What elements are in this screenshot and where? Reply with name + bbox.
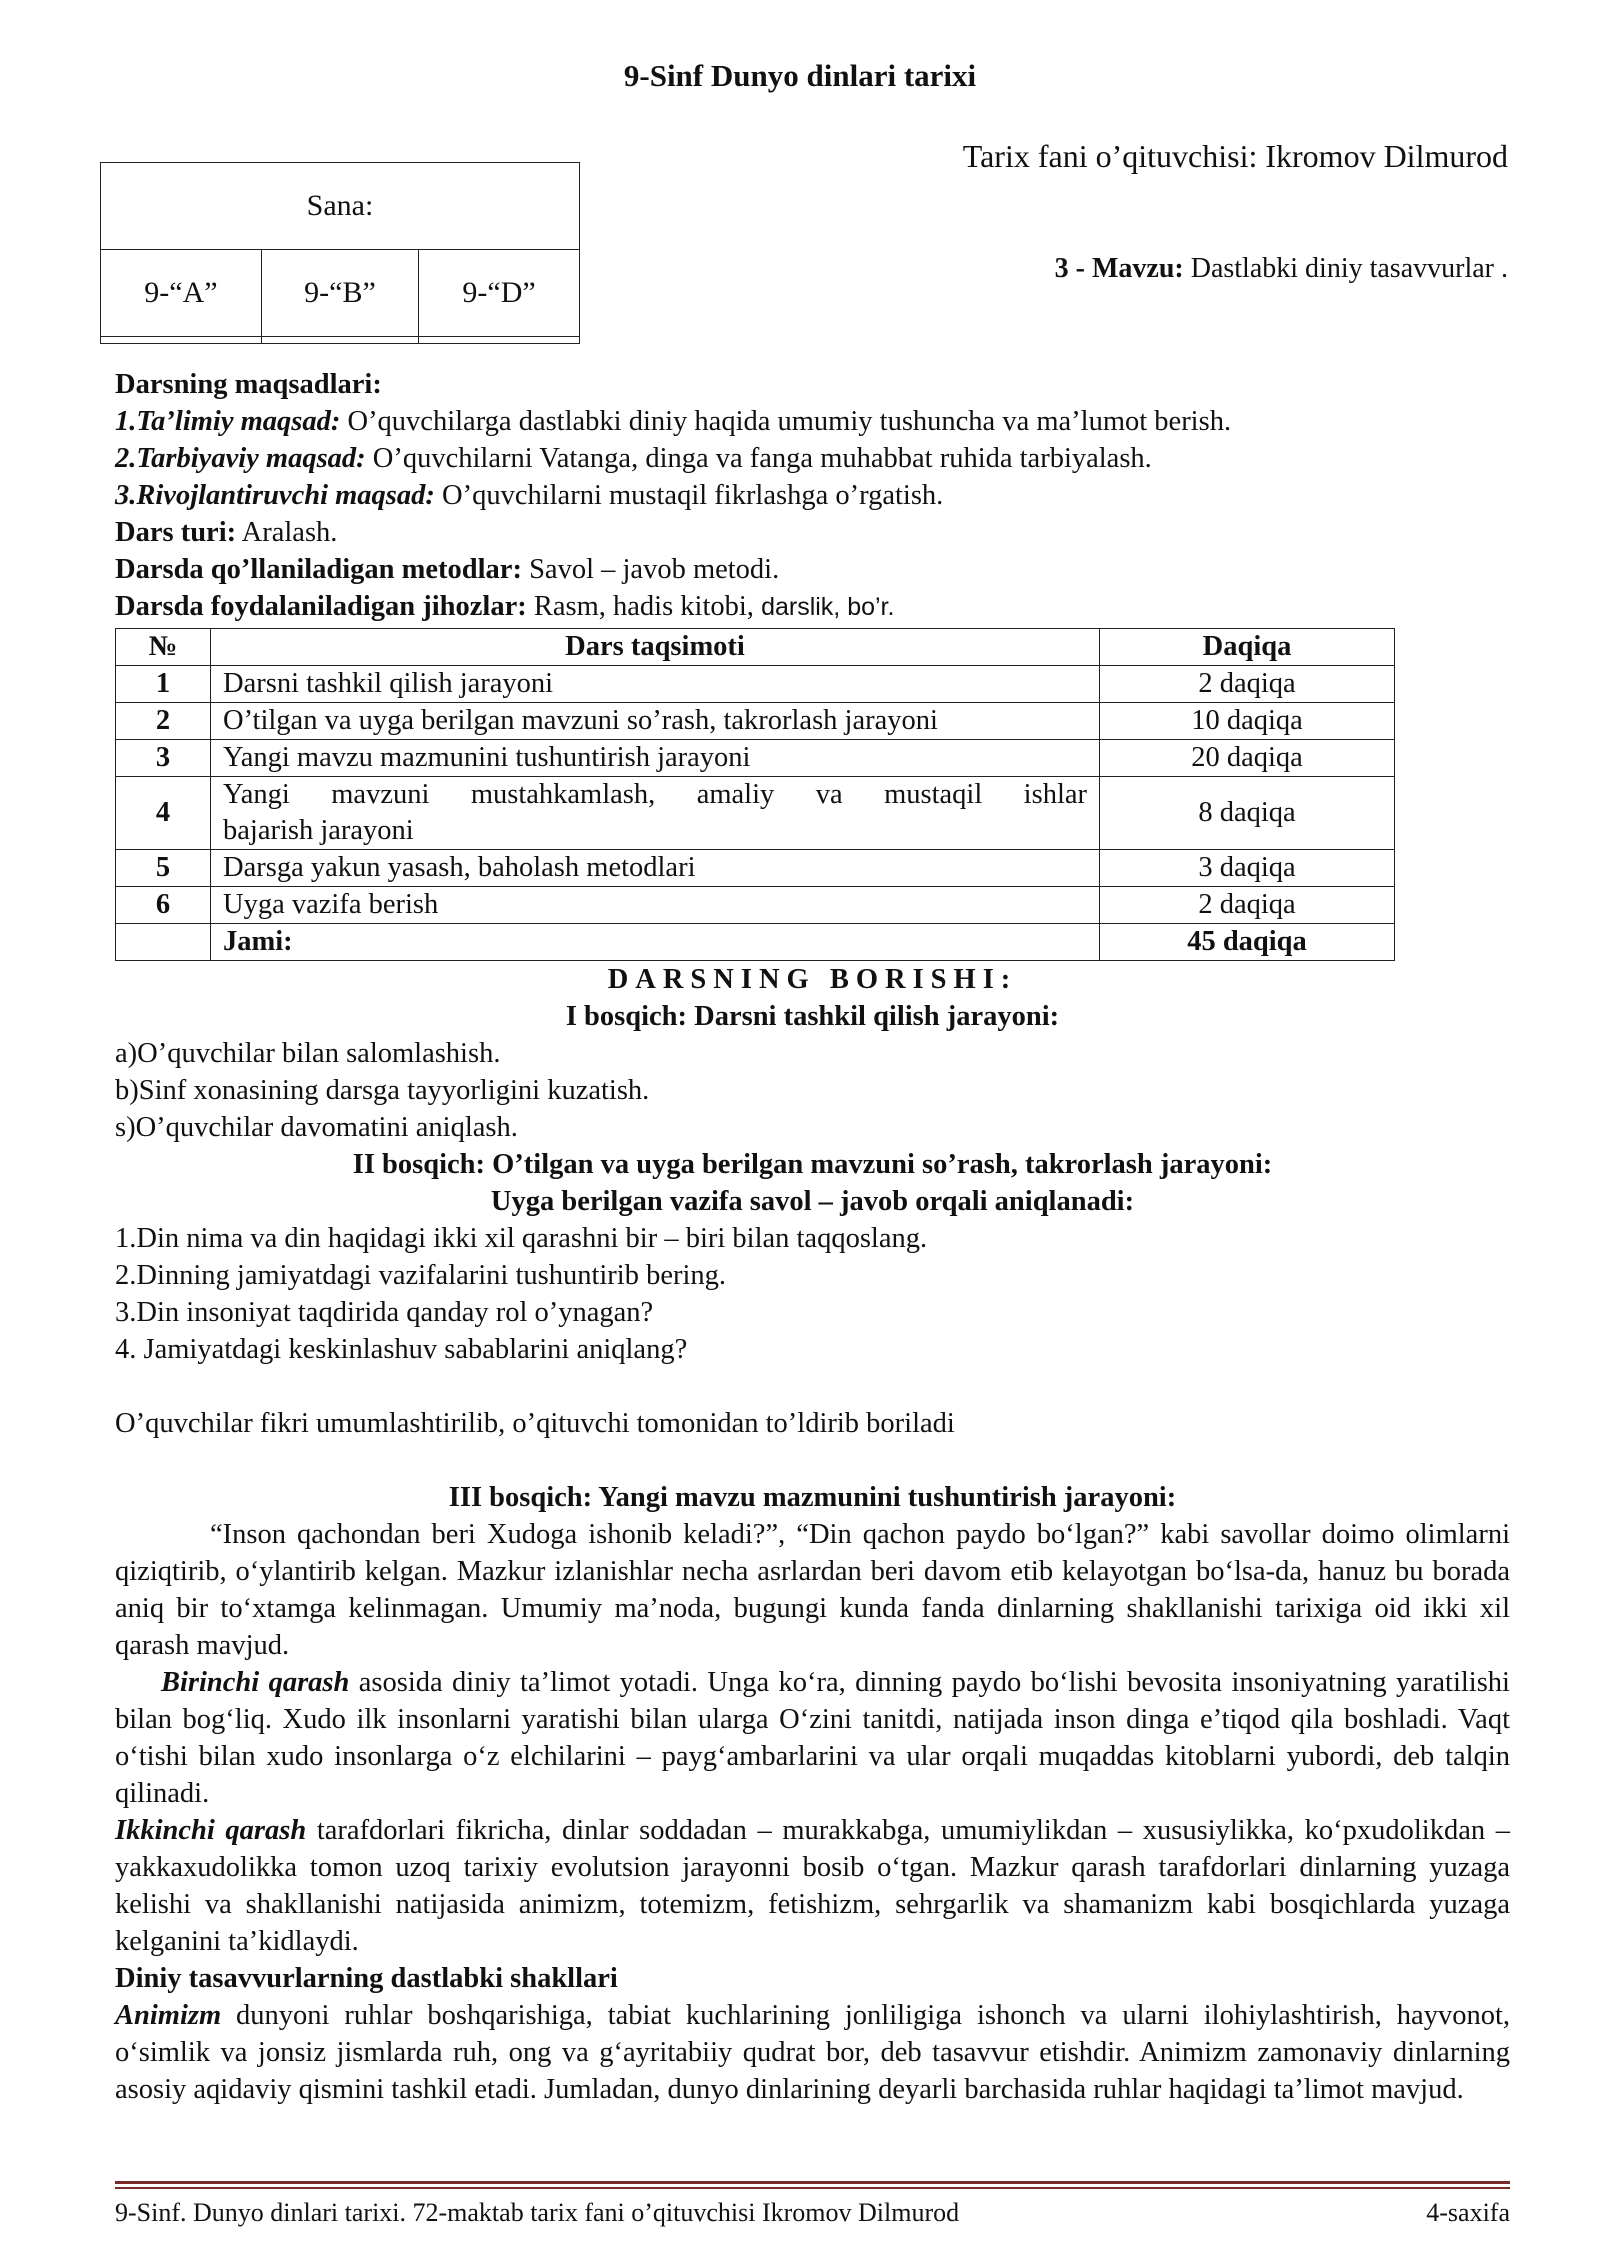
goal-1-text: O’quvchilarga dastlabki diniy haqida umumiy tushuncha va ma’lumot berish. [340, 406, 1232, 437]
class-d-cell: 9-“D” [419, 249, 580, 336]
progress-heading: DARSNING BORISHI: [607, 964, 1018, 995]
stage-1-heading: I bosqich: Darsni tashkil qilish jarayoni: [565, 1001, 1060, 1032]
date-table [100, 162, 580, 344]
topic-text: Dastlabki diniy tasavvurlar . [1183, 253, 1508, 284]
spacer [115, 1368, 1510, 1405]
question-item: 4. Jamiyatdagi keskinlashuv sabablarini aniqlang? [115, 1334, 688, 1365]
row-number: 4 [116, 777, 211, 850]
class-b-cell: 9-“B” [261, 249, 418, 336]
row-step: Yangi mavzu mazmunini tushuntirish jarayoni [211, 740, 1100, 777]
row-minutes: 2 daqiqa [1100, 887, 1395, 924]
row-number: 6 [116, 887, 211, 924]
page-footer [115, 2198, 1510, 2228]
lesson-type-label: Dars turi: [115, 517, 237, 548]
date-a-cell [101, 336, 262, 343]
date-heading: Sana: [101, 163, 580, 250]
table-total-row [116, 924, 1395, 961]
question-item: 1.Din nima va din haqidagi ikki xil qarashni bir – biri bilan taqqoslang. [115, 1223, 928, 1254]
goal-3 [115, 477, 1510, 514]
row-minutes: 10 daqiqa [1100, 703, 1395, 740]
row-number: 2 [116, 703, 211, 740]
main-content [115, 366, 1510, 2108]
goal-3-label: 3.Rivojlantiruvchi maqsad: [115, 480, 435, 511]
lesson-methods-label: Darsda qo’llaniladigan metodlar: [115, 554, 522, 585]
paragraph-2-label: Birinchi qarash [161, 1667, 350, 1698]
spacer [115, 1442, 1510, 1479]
table-row [116, 703, 1395, 740]
col-step-header: Dars taqsimoti [211, 629, 1100, 666]
paragraph-4-text: dunyoni ruhlar boshqarishiga, tabiat kuchlarining jonliligiga ishonch va ularni ilohiylashtirish, hayvonot, o‘simlik va jonsiz jismlarda ruh, ong va g‘ayritabiiy qudrat bor, deb tasavvur etishdir. Animizm zamonaviy dinlarning asosiy aqidaviy qismini tashkil etadi. Jumladan, dunyo dinlarining deyarli barchasida ruhlar haqidagi ta’limot mavjud. [115, 2000, 1510, 2105]
row-step-line-1: Yangi mavzuni mustahkamlash, amaliy va mustaqil ishlar [223, 779, 1087, 810]
table-row [116, 887, 1395, 924]
row-step: Darsga yakun yasash, baholash metodlari [211, 850, 1100, 887]
lesson-type-text: Aralash. [236, 517, 338, 548]
stage-1-item: s)O’quvchilar davomatini aniqlash. [115, 1112, 518, 1143]
total-empty-cell [116, 924, 211, 961]
stage-2-subheading: Uyga berilgan vazifa savol – javob orqali aniqlanadi: [490, 1186, 1135, 1217]
class-a-cell: 9-“A” [101, 249, 262, 336]
goals-heading: Darsning maqsadlari: [115, 369, 382, 400]
row-step [211, 777, 1100, 850]
page-number: 4-saxifa [1426, 2198, 1510, 2227]
paragraph-3-label: Ikkinchi qarash [115, 1815, 307, 1846]
goal-1-label: 1.Ta’limiy maqsad: [115, 406, 341, 437]
paragraph-2-text: asosida diniy ta’limot yotadi. Unga ko‘ra, dinning paydo bo‘lishi bevosita insoniyatning yaratilishi bilan bog‘liq. Xudo ilk insonlarni yaratishi bilan ularga O‘zini tanitdi, natijada inson dinga e’tiqod qila boshladi. Vaqt o‘tishi bilan xudo insonlarga o‘z elchilarini – payg‘ambarlarini va ular orqali muqaddas kitoblarni yubordi, deb talqin qilinadi. [115, 1667, 1510, 1809]
goal-3-text: O’quvchilarni mustaqil fikrlashga o’rgatish. [434, 480, 944, 511]
paragraph-1: “Inson qachondan beri Xudoga ishonib keladi?”, “Din qachon paydo bo‘lgan?” kabi savollar doimo olimlarni qiziqtirib, o‘ylantirib kelgan. Mazkur izlanishlar necha asrlardan beri davom etib kelayotgan bo‘lsa-da, hanuz bu borada aniq bir to‘xtamga kelinmagan. Umumiy ma’noda, bugungi kunda fanda dinlarning shakllanishi tarixiga oid ikki xil qarash mavjud. [115, 1519, 1510, 1661]
goal-2-text: O’quvchilarni Vatanga, dinga va fanga muhabbat ruhida tarbiyalash. [365, 443, 1152, 474]
table-row [116, 666, 1395, 703]
total-label: Jami: [211, 924, 1100, 961]
table-row [116, 777, 1395, 850]
row-step: Uyga vazifa berish [211, 887, 1100, 924]
teacher-line: Tarix fani o’qituvchisi: Ikromov Dilmurod [962, 138, 1508, 174]
topic-line [1055, 253, 1508, 285]
paragraph-3-text: tarafdorlari fikricha, dinlar soddadan – murakkabga, umumiylikdan – xususiylikka, ko‘pxudolikdan – yakkaxudolikka tomon uzoq tarixiy evolutsion jarayonni bosib o‘tgan. Mazkur qarash tarafdorlari dinlarning yuzaga kelishi va shakllanishi natijasida animizm, totemizm, fetishizm, sehrgarlik va shamanizm kabi bosqichlarda yuzaga kelganini ta’kidlaydi. [115, 1815, 1510, 1957]
section-heading: Diniy tasavvurlarning dastlabki shakllari [115, 1963, 618, 1994]
summary-line: O’quvchilar fikri umumlashtirilib, o’qituvchi tomonidan to’ldirib boriladi [115, 1408, 955, 1439]
topic-label: 3 - Mavzu: [1054, 253, 1184, 284]
row-number: 1 [116, 666, 211, 703]
paragraph-4 [115, 1997, 1510, 2108]
row-minutes: 20 daqiqa [1100, 740, 1395, 777]
question-item: 2.Dinning jamiyatdagi vazifalarini tushuntirib bering. [115, 1260, 727, 1291]
footer-rule-bottom [115, 2187, 1510, 2189]
row-minutes: 8 daqiqa [1100, 777, 1395, 850]
paragraph-4-label: Animizm [115, 2000, 222, 2031]
lesson-type [115, 514, 1510, 551]
col-minutes-header: Daqiqa [1100, 629, 1395, 666]
goal-2 [115, 440, 1510, 477]
row-minutes: 3 daqiqa [1100, 850, 1395, 887]
row-step: O’tilgan va uyga berilgan mavzuni so’rash, takrorlash jarayoni [211, 703, 1100, 740]
stage-1-item: b)Sinf xonasining darsga tayyorligini kuzatish. [115, 1075, 650, 1106]
table-row [116, 850, 1395, 887]
question-item: 3.Din insoniyat taqdirida qanday rol o’ynagan? [115, 1297, 654, 1328]
footer-rule-top [115, 2181, 1510, 2184]
goal-2-label: 2.Tarbiyaviy maqsad: [115, 443, 366, 474]
total-value: 45 daqiqa [1100, 924, 1395, 961]
row-step: Darsni tashkil qilish jarayoni [211, 666, 1100, 703]
paragraph-3 [115, 1812, 1510, 1960]
date-b-cell [261, 336, 418, 343]
stage-3-heading: III bosqich: Yangi mavzu mazmunini tushuntirish jarayoni: [448, 1482, 1177, 1513]
footer-left-text: 9-Sinf. Dunyo dinlari tarixi. 72-maktab tarix fani o’qituvchisi Ikromov Dilmurod [115, 2198, 960, 2227]
date-d-cell [419, 336, 580, 343]
table-header-row [116, 629, 1395, 666]
stage-2-heading: II bosqich: O’tilgan va uyga berilgan mavzuni so’rash, takrorlash jarayoni: [352, 1149, 1273, 1180]
lesson-methods [115, 551, 1510, 588]
table-row [116, 740, 1395, 777]
row-step-line-2: bajarish jarayoni [223, 815, 414, 846]
col-number-header: № [116, 629, 211, 666]
row-number: 3 [116, 740, 211, 777]
row-minutes: 2 daqiqa [1100, 666, 1395, 703]
lesson-methods-text: Savol – javob metodi. [521, 554, 780, 585]
lesson-equipment [115, 588, 1510, 626]
lesson-equipment-text-2: darslik, bo’r. [761, 593, 895, 621]
document-title: 9-Sinf Dunyo dinlari tarixi [623, 58, 977, 93]
stage-1-item: a)O’quvchilar bilan salomlashish. [115, 1038, 501, 1069]
paragraph-2 [115, 1664, 1510, 1812]
goal-1 [115, 403, 1510, 440]
row-number: 5 [116, 850, 211, 887]
lesson-equipment-label: Darsda foydalaniladigan jihozlar: [115, 591, 527, 622]
lesson-plan-table [115, 628, 1395, 961]
lesson-equipment-text: Rasm, hadis kitobi, [526, 591, 762, 622]
